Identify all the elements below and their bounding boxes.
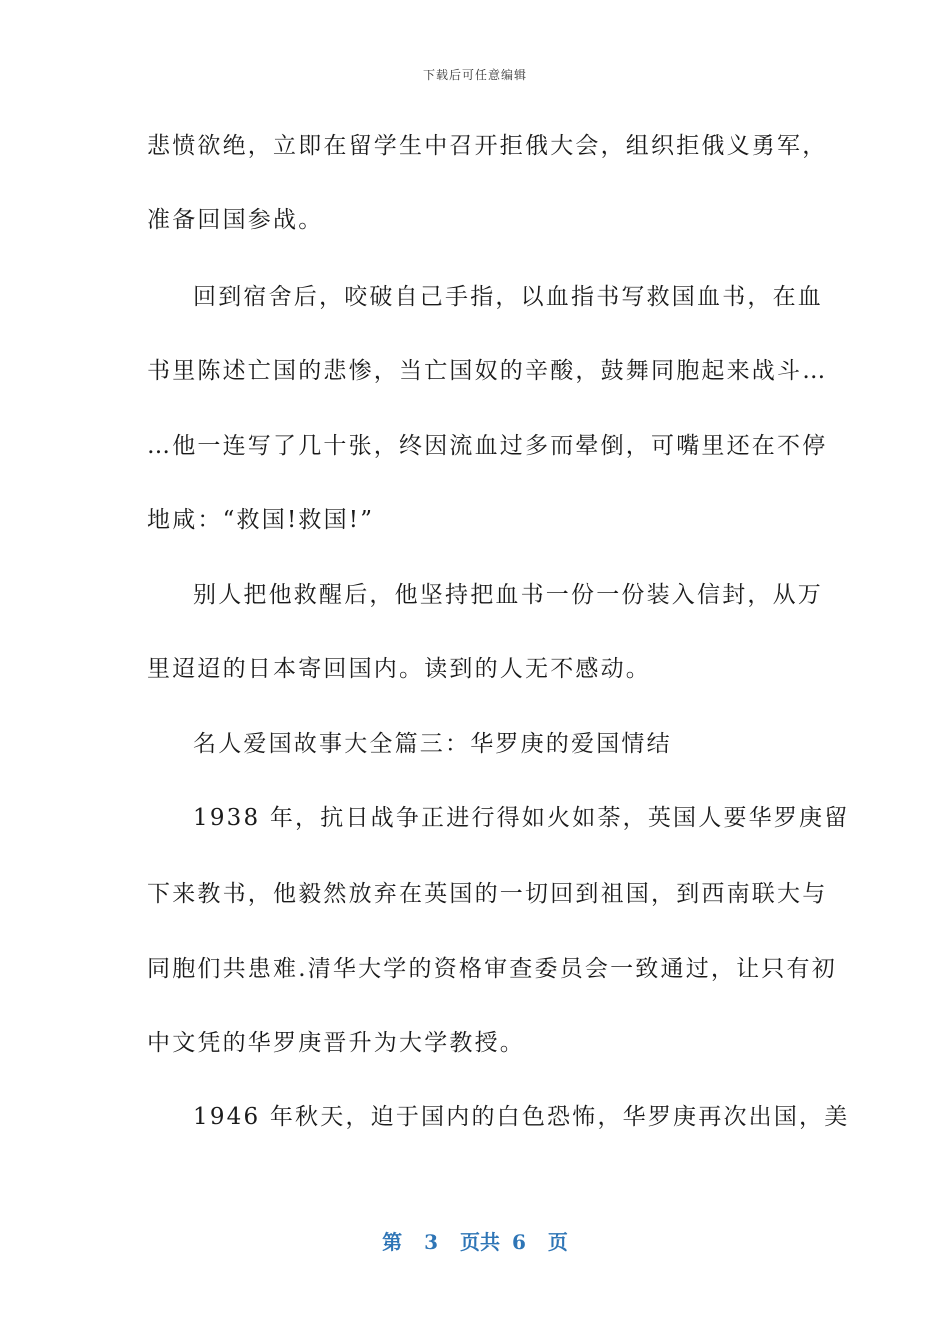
- paragraph-line: 书里陈述亡国的悲惨，当亡国奴的辛酸，鼓舞同胞起来战斗…: [147, 358, 828, 384]
- paragraph-line: 同胞们共患难.清华大学的资格审查委员会一致通过，让只有初: [147, 956, 837, 982]
- total-pages-number: 6: [512, 1230, 526, 1254]
- page-header: 下载后可任意编辑: [422, 68, 527, 82]
- page-footer: [0, 1226, 950, 1255]
- paragraph-line: 悲愤欲绝，立即在留学生中召开拒俄大会，组织拒俄义勇军，: [147, 133, 828, 159]
- paragraph-line: 1946 年秋天，迫于国内的白色恐怖，华罗庚再次出国，美: [193, 1104, 850, 1130]
- page-label-mid: 页共: [460, 1230, 500, 1254]
- page-label-suffix: 页: [547, 1230, 568, 1254]
- paragraph-line: 回到宿舍后，咬破自己手指，以血指书写救国血书，在血: [193, 284, 823, 310]
- current-page-number: 3: [424, 1230, 438, 1254]
- section-heading: 名人爱国故事大全篇三：华罗庚的爱国情结: [193, 731, 672, 757]
- paragraph-line: 地咸：“救国!救国!”: [147, 507, 375, 533]
- page-label-prefix: 第: [382, 1230, 403, 1254]
- paragraph-line: …他一连写了几十张，终因流血过多而晕倒，可嘴里还在不停: [147, 433, 828, 459]
- paragraph-line: 1938 年，抗日战争正进行得如火如荼，英国人要华罗庚留: [193, 805, 850, 831]
- paragraph-line: 里迢迢的日本寄回国内。读到的人无不感动。: [147, 656, 651, 682]
- paragraph-line: 下来教书，他毅然放弃在英国的一切回到祖国，到西南联大与: [147, 881, 828, 907]
- paragraph-line: 准备回国参战。: [147, 207, 324, 233]
- paragraph-line: 中文凭的华罗庚晋升为大学教授。: [147, 1030, 525, 1056]
- paragraph-line: 别人把他救醒后，他坚持把血书一份一份装入信封，从万: [193, 582, 823, 608]
